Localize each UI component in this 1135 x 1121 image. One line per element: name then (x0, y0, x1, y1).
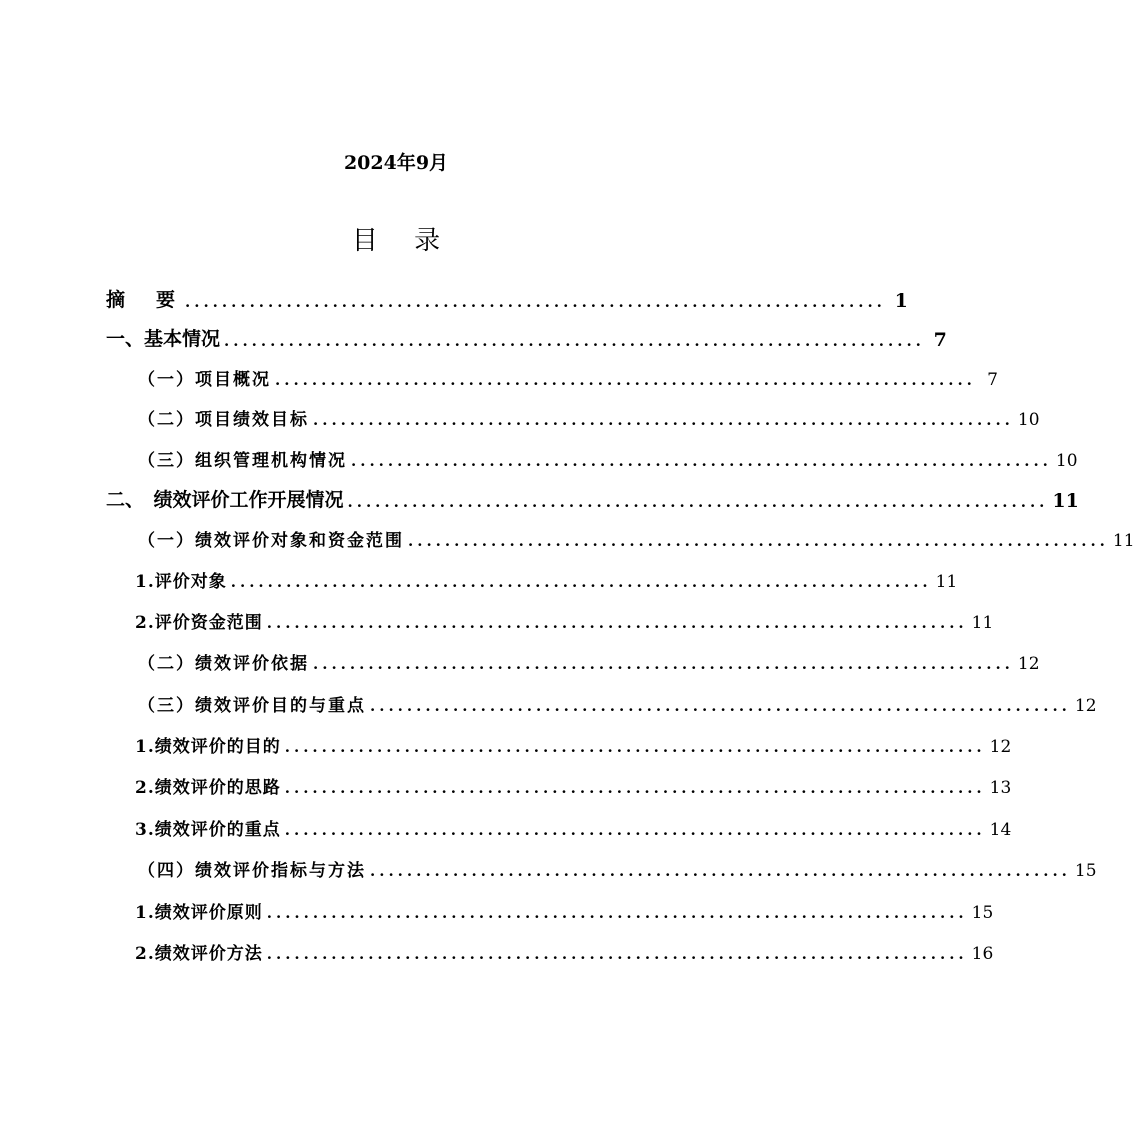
toc-entry-label: （二）绩效评价依据 (138, 654, 309, 674)
toc-entry-label: 3.绩效评价的重点 (135, 820, 281, 840)
toc-entry-page: 12 (989, 737, 1012, 757)
dot-leader: ............................................................................ (230, 573, 932, 591)
toc-entry-page: 7 (933, 329, 947, 351)
toc-entry-page: 10 (1017, 410, 1040, 430)
toc-entry-organization[interactable] (138, 445, 1078, 471)
toc-entry-page: 10 (1055, 451, 1078, 471)
toc-entry-indicators-methods[interactable] (138, 855, 1097, 881)
dot-leader: ............................................................................ (313, 655, 1014, 673)
toc-entry-evaluation-object[interactable] (135, 566, 958, 592)
toc-entry-page: 1 (894, 290, 908, 312)
toc-entry-label: 一、基本情况 (106, 328, 221, 350)
toc-entry-purpose[interactable] (135, 731, 1012, 757)
toc-entry-page: 14 (989, 820, 1012, 840)
dot-leader: ............................................................................ (284, 738, 986, 756)
toc-entry-label: （一）绩效评价对象和资金范围 (138, 531, 404, 551)
toc-entry-label: 2.绩效评价的思路 (135, 778, 281, 798)
dot-leader: ............................................................................ (266, 904, 968, 922)
toc-entry-page: 11 (1112, 531, 1135, 551)
dot-leader: ............................................................................ (370, 697, 1071, 715)
toc-entry-evaluation-basis[interactable] (138, 648, 1040, 674)
dot-leader: ............................................................................ (284, 779, 986, 797)
toc-entry-label: （二）项目绩效目标 (138, 410, 309, 430)
toc-entry-page: 11 (935, 572, 958, 592)
toc-entry-principles[interactable] (135, 897, 994, 923)
toc-entry-focus[interactable] (135, 814, 1012, 840)
dot-leader: ............................................................................ (284, 821, 986, 839)
dot-leader: ............................................................................ (408, 532, 1109, 550)
dot-leader: ............................................................................ (266, 945, 968, 963)
toc-entry-label: 摘 要 (106, 289, 182, 311)
report-date: 2024年9月 (343, 152, 449, 174)
toc-entry-fund-scope[interactable] (135, 607, 994, 633)
toc-entry-page: 13 (989, 778, 1012, 798)
toc-entry-label: 2.评价资金范围 (135, 613, 263, 633)
toc-entry-label: 1.评价对象 (135, 572, 227, 592)
toc-entry-label: （一）项目概况 (138, 370, 271, 390)
dot-leader: ............................................................................ (275, 371, 976, 389)
toc-entry-methods[interactable] (135, 938, 994, 964)
toc-entry-label: （三）绩效评价目的与重点 (138, 696, 366, 716)
toc-entry-page: 11 (1052, 490, 1079, 512)
dot-leader: ............................................................................ (370, 862, 1071, 880)
dot-leader: ............................................................................ (224, 332, 925, 350)
toc-entry-label: （三）组织管理机构情况 (138, 451, 347, 471)
dot-leader: ............................................................................ (185, 293, 886, 311)
dot-leader: ............................................................................ (351, 452, 1052, 470)
toc-entry-page: 11 (971, 613, 994, 633)
toc-entry-label: 1.绩效评价的目的 (135, 737, 281, 757)
toc-entry-performance-goals[interactable] (138, 404, 1040, 430)
toc-entry-page: 15 (971, 903, 994, 923)
toc-entry-page: 16 (971, 944, 994, 964)
dot-leader: ............................................................................ (313, 411, 1014, 429)
toc-entry-basic-info[interactable] (106, 325, 947, 351)
dot-leader: ............................................................................ (347, 493, 1049, 511)
toc-entry-label: 2.绩效评价方法 (135, 944, 263, 964)
dot-leader: ............................................................................ (266, 614, 968, 632)
toc-entry-approach[interactable] (135, 772, 1012, 798)
toc-entry-evaluation-purpose[interactable] (138, 690, 1097, 716)
toc-entry-evaluation-work[interactable] (106, 486, 1079, 512)
toc-entry-evaluation-scope[interactable] (138, 525, 1135, 551)
toc-entry-label: （四）绩效评价指标与方法 (138, 861, 366, 881)
toc-title: 目 录 (351, 226, 455, 256)
toc-entry-project-overview[interactable] (138, 364, 998, 390)
toc-entry-label: 1.绩效评价原则 (135, 903, 263, 923)
toc-entry-abstract[interactable] (106, 286, 908, 312)
toc-entry-page: 7 (987, 370, 998, 390)
toc-entry-page: 12 (1074, 696, 1097, 716)
toc-entry-label: 二、 绩效评价工作开展情况 (106, 489, 344, 511)
toc-entry-page: 12 (1017, 654, 1040, 674)
toc-entry-page: 15 (1074, 861, 1097, 881)
